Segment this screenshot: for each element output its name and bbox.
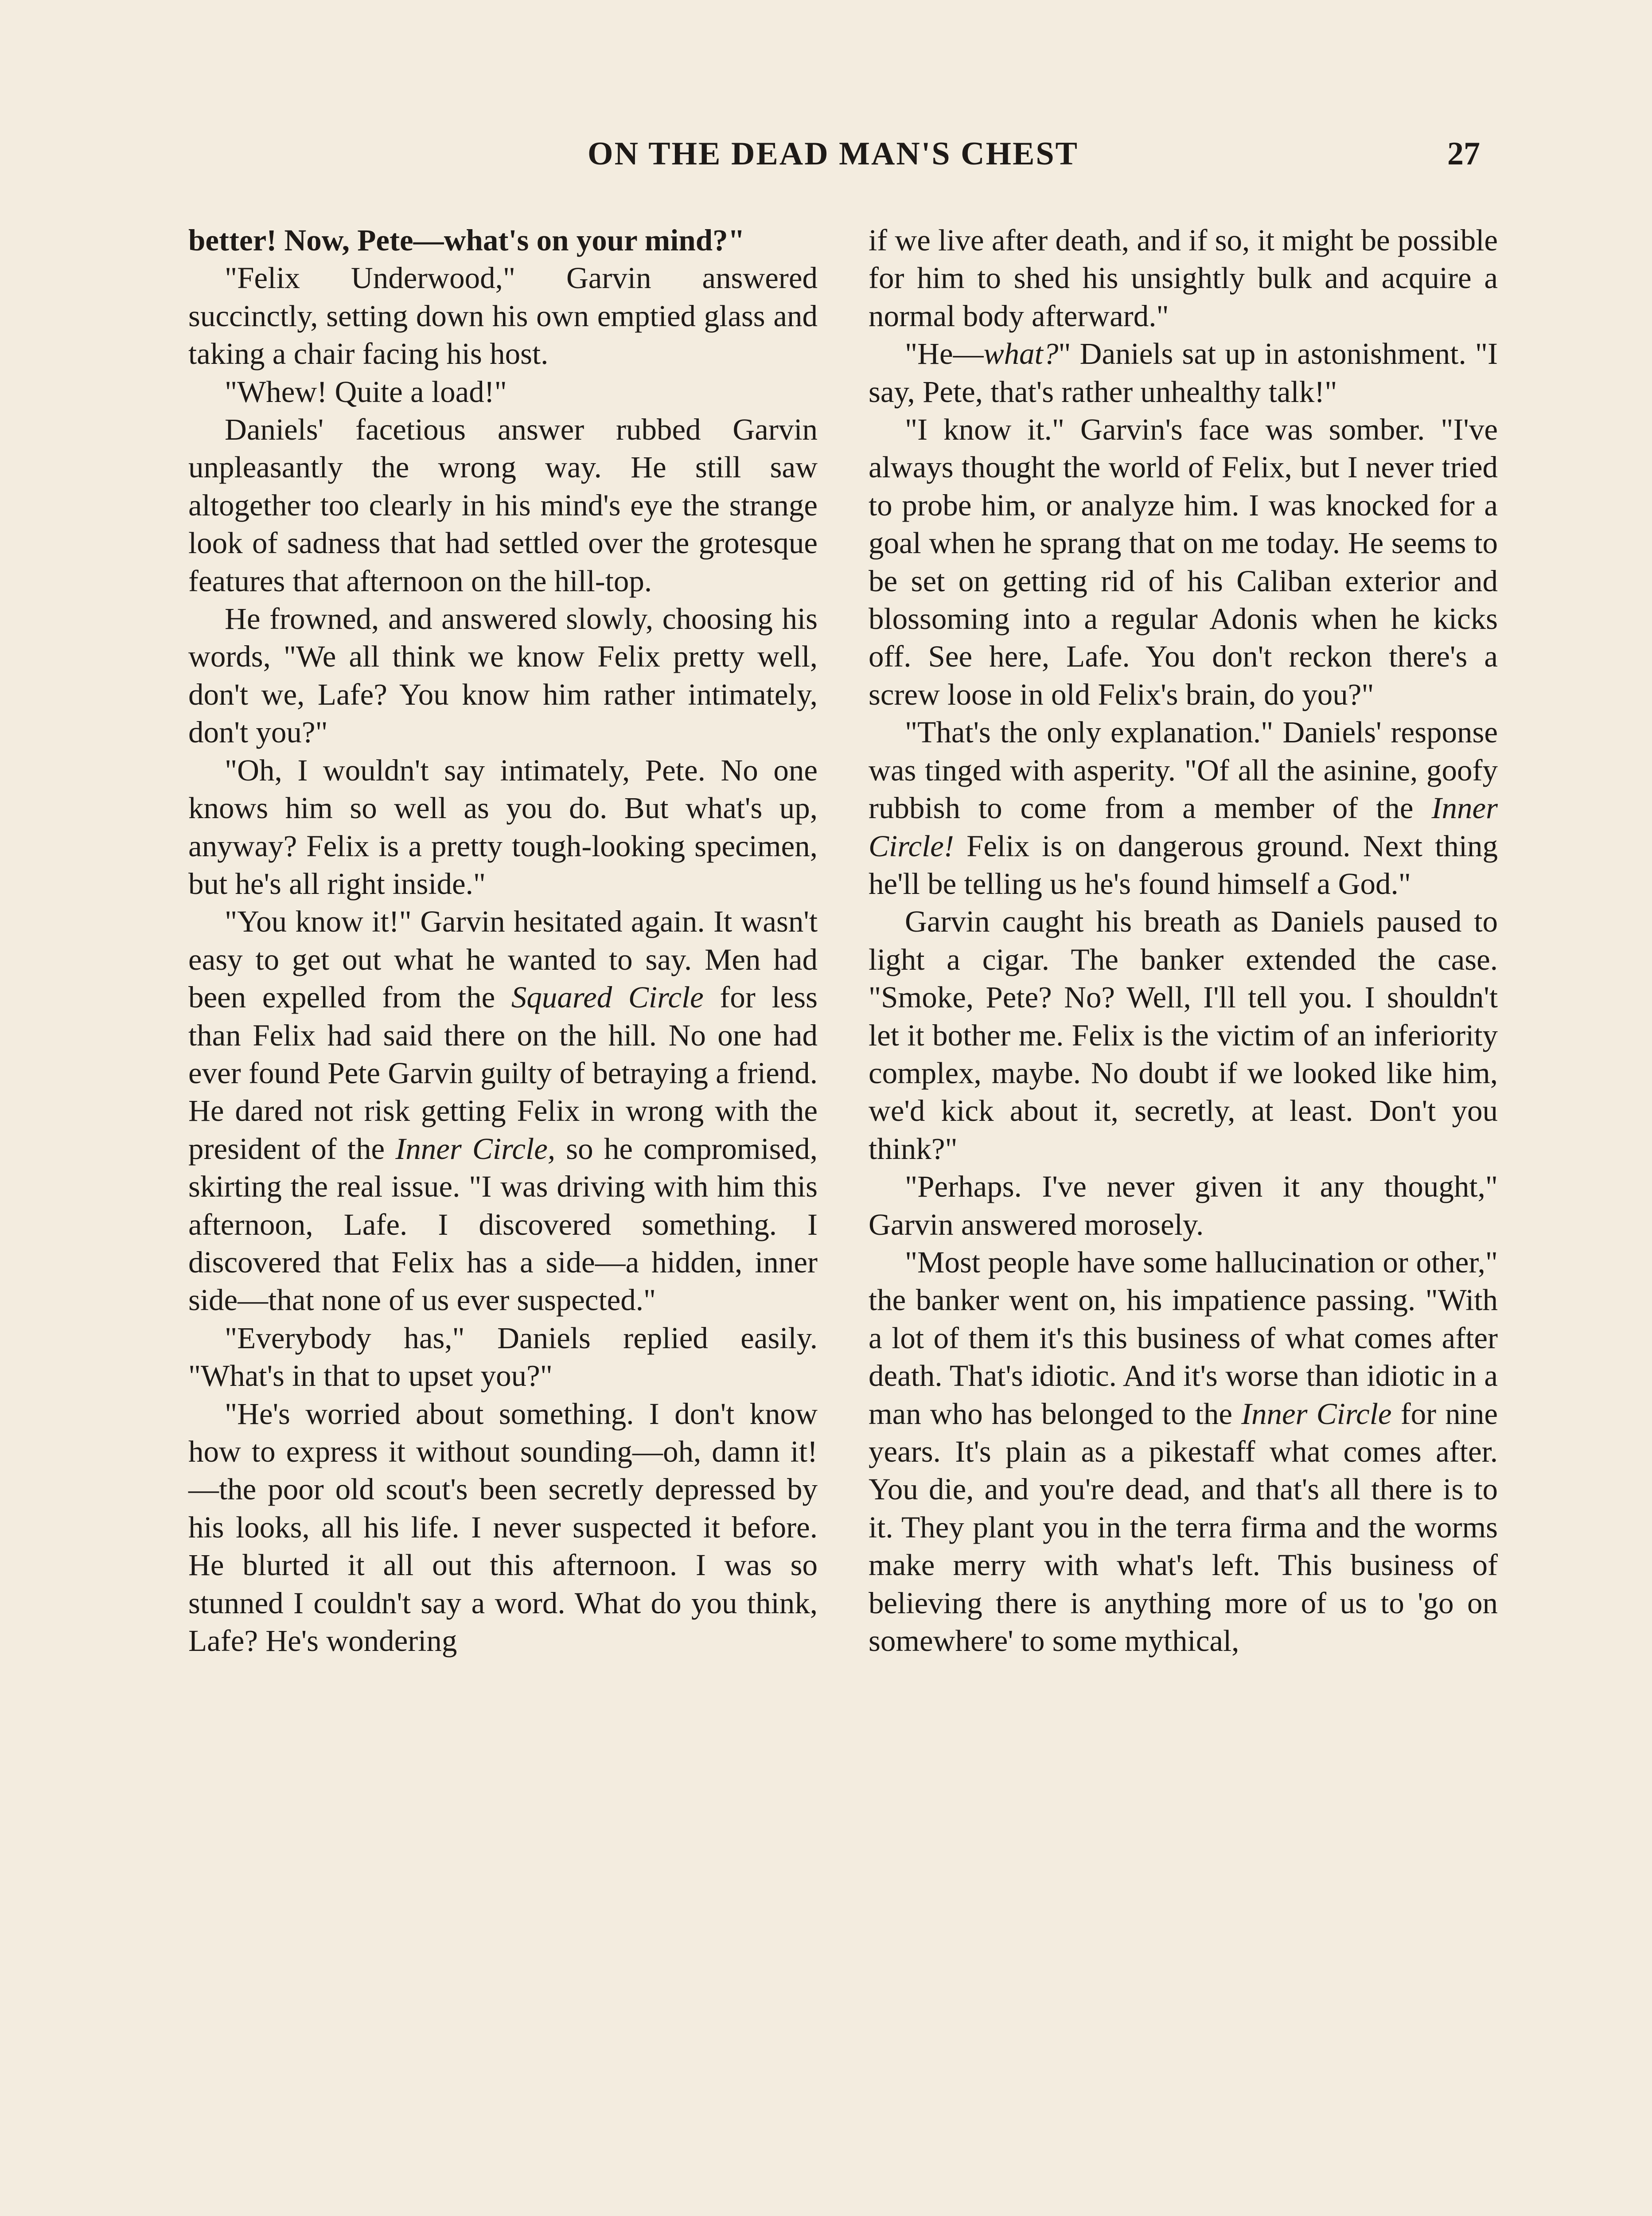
text-run: for less than Felix had said there on the hill. No one had ever found Pete Garvin guilty of betraying a friend. He dared not risk getting Felix in wrong with the president of the <box>188 980 818 1166</box>
text-run: "That's the only explanation." Daniels' response was tinged with asperity. "Of all the asinine, goofy rubbish to come from a member of the <box>869 715 1498 825</box>
paragraph: "Felix Underwood," Garvin answered succinctly, setting down his own emptied glass and taking a chair facing his host. <box>188 261 818 371</box>
right-column <box>869 222 1498 1660</box>
italic-run: Inner Circle <box>1241 1397 1392 1431</box>
paragraph: better! Now, Pete—what's on your mind?" <box>188 223 745 257</box>
paragraph <box>188 903 818 1319</box>
italic-run: Inner Circle! <box>869 791 1498 863</box>
page-number: 27 <box>1447 136 1480 172</box>
paragraph: "Oh, I wouldn't say intimately, Pete. No one knows him so well as you do. But what's up, anyway? Felix is a pretty tough-looking specimen, but he's all right inside." <box>188 753 818 901</box>
paragraph: He frowned, and answered slowly, choosing his words, "We all think we know Felix pretty well, don't we, Lafe? You know him rather intimately, don't you?" <box>188 602 818 749</box>
text-run: so he compromised, skirting the real issue. "I was driving with him this afternoon, Lafe. I discovered something. I discovered that Felix has a side—a hidden, inner side—that none of us ever suspected." <box>188 1131 818 1317</box>
italic-run: Squared Circle <box>511 980 704 1014</box>
paragraph: Garvin caught his breath as Daniels paused to light a cigar. The banker extended the case. "Smoke, Pete? No? Well, I'll tell you. I shouldn't let it bother me. Felix is the victim of an inferiority complex, maybe. No doubt if we looked like him, we'd kick about it, secretly, at least. Don't you think?" <box>869 905 1498 1166</box>
paragraph: if we live after death, and if so, it might be possible for him to shed his unsightly bulk and acquire a normal body afterward." <box>869 223 1498 333</box>
running-head: ON THE DEAD MAN'S CHEST <box>588 136 1079 172</box>
italic-run: Inner Circle, <box>395 1131 556 1166</box>
paragraph: "Everybody has," Daniels replied easily. "What's in that to upset you?" <box>188 1321 818 1393</box>
paragraph <box>869 335 1498 411</box>
paragraph <box>869 1244 1498 1660</box>
paragraph: "I know it." Garvin's face was somber. "I've always thought the world of Felix, but I never tried to probe him, or analyze him. I was knocked for a goal when he sprang that on me today. He seems to be set on getting rid of his Caliban exterior and blossoming into a regular Adonis when he kicks off. See here, Lafe. You don't reckon there's a screw loose in old Felix's brain, do you?" <box>869 413 1498 711</box>
paragraph: Daniels' facetious answer rubbed Garvin unpleasantly the wrong way. He still saw altogether too clearly in his mind's eye the strange look of sadness that had settled over the grotesque features that afternoon on the hill-top. <box>188 413 818 598</box>
text-run: Felix is on dangerous ground. Next thing he'll be telling us he's found himself a God." <box>869 829 1498 901</box>
left-column <box>188 222 818 1660</box>
italic-run: what? <box>983 337 1059 371</box>
text-run: "You know it!" Garvin hesitated again. It wasn't easy to get out what he wanted to say. Men had been expelled from the <box>188 905 818 1014</box>
text-run: " Daniels sat up in astonishment. "I say, Pete, that's rather unhealthy talk!" <box>869 337 1498 409</box>
text-run: "He— <box>905 337 984 371</box>
paragraph <box>869 714 1498 903</box>
text-run: for nine years. It's plain as a pikestaff what comes after. You die, and you're dead, and that's all there is to it. They plant you in the terra firma and the worms make merry with what's left. This business of believing there is anything more of us to 'go on somewhere' to some mythical, <box>869 1397 1498 1658</box>
paragraph: "Perhaps. I've never given it any thought," Garvin answered morosely. <box>869 1170 1498 1241</box>
text-run: "Most people have some hallucination or other," the banker went on, his impatience passing. "With a lot of them it's this business of what comes after death. That's idiotic. And it's worse than idiotic in a man who has belonged to the <box>869 1245 1498 1431</box>
paragraph: "He's worried about something. I don't know how to express it without sounding—oh, damn it!—the poor old scout's been secretly depressed by his looks, all his life. I never suspected it before. He blurted it all out this afternoon. I was so stunned I couldn't say a word. What do you think, Lafe? He's wondering <box>188 1397 818 1658</box>
page-header <box>186 129 1480 178</box>
paragraph: "Whew! Quite a load!" <box>225 375 507 409</box>
